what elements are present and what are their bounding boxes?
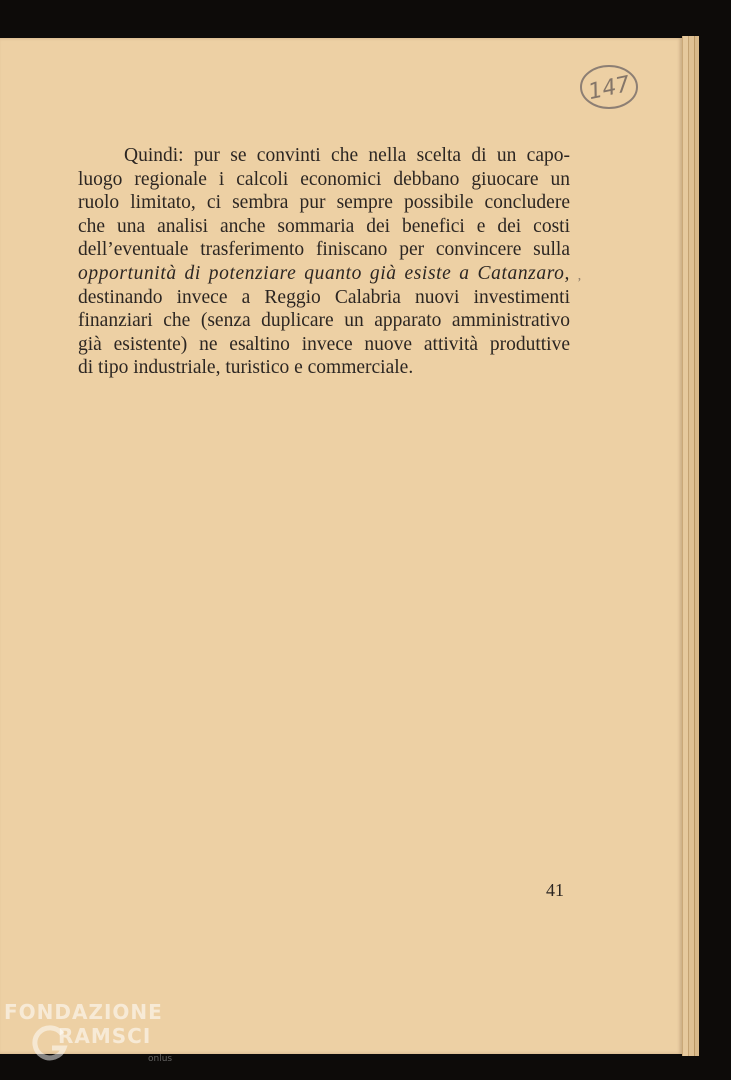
paragraph-line: di tipo industriale, turistico e commerciale. bbox=[78, 357, 414, 379]
watermark-subtitle: onlus bbox=[148, 1054, 173, 1064]
archive-stamp-number: 147 bbox=[586, 71, 633, 106]
page-edge bbox=[694, 36, 699, 1056]
watermark-line1: FONDAZIONE bbox=[4, 1000, 163, 1024]
paragraph-line: che una analisi anche sommaria dei benefici e dei costi bbox=[78, 215, 570, 237]
page-number: 41 bbox=[546, 880, 564, 900]
paragraph-line: dell’eventuale trasferimento finiscano per convincere sulla bbox=[78, 239, 570, 261]
paragraph-line: destinando invece a Reggio Calabria nuovi investimenti bbox=[78, 286, 570, 308]
paragraph-line-italic: opportunità di potenziare quanto già esiste a Catanzaro, bbox=[78, 262, 570, 284]
paragraph-line: luogo regionale i calcoli economici debbano giuocare un bbox=[78, 168, 570, 190]
paragraph-line: ruolo limitato, ci sembra pur sempre possibile concludere bbox=[78, 192, 570, 214]
paragraph-line: finanziari che (senza duplicare un apparato amministrativo bbox=[78, 310, 570, 332]
paragraph-line: già esistente) ne esaltino invece nuove attività produttive bbox=[78, 333, 570, 355]
margin-mark: ʼ bbox=[577, 276, 582, 291]
archive-stamp bbox=[578, 62, 640, 112]
watermark-logo bbox=[0, 998, 190, 1080]
watermark-line2: RAMSCI bbox=[58, 1024, 152, 1048]
paragraph-line: Quindi: pur se convinti che nella scelta di un capo- bbox=[124, 145, 570, 166]
body-paragraph bbox=[78, 144, 570, 380]
